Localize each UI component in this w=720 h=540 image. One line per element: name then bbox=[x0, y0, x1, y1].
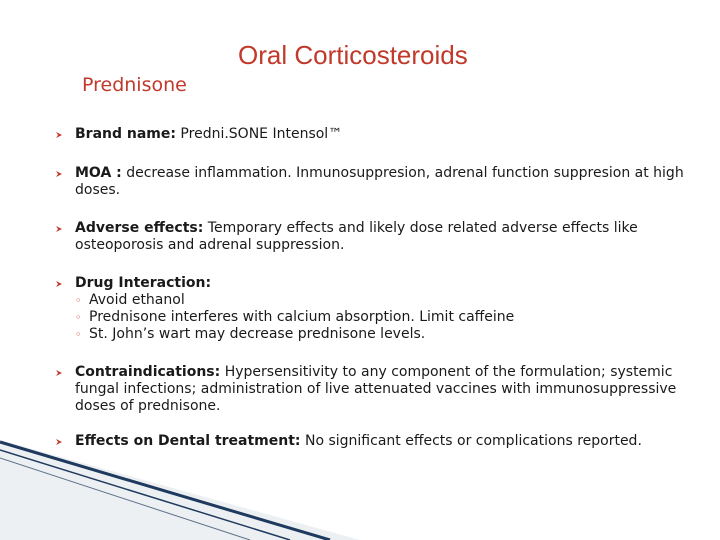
sub-item-text: Avoid ethanol bbox=[89, 292, 185, 308]
sub-list-item bbox=[75, 292, 685, 309]
item-text: Temporary effects and likely dose related adverse effects like osteoporosis and adrenal suppression. bbox=[75, 220, 638, 253]
item-label: Drug Interaction: bbox=[75, 275, 212, 291]
arrow-bullet-icon bbox=[55, 369, 63, 377]
item-text: decrease inflammation. Inmunosuppresion, adrenal function suppresion at high doses. bbox=[75, 165, 684, 198]
sub-list-item bbox=[75, 309, 685, 326]
arrow-bullet-icon bbox=[55, 131, 63, 139]
list-item-brand-name bbox=[55, 126, 685, 143]
ring-bullet-icon: ◦ bbox=[75, 311, 82, 324]
arrow-bullet-icon bbox=[55, 225, 63, 233]
ring-bullet-icon: ◦ bbox=[75, 294, 82, 307]
item-text: Predni.SONE Intensol™ bbox=[175, 126, 343, 142]
sub-item-text: Prednisone interferes with calcium absorption. Limit caffeine bbox=[89, 309, 515, 325]
bullet-list bbox=[55, 126, 685, 450]
item-label: Effects on Dental treatment: bbox=[75, 433, 301, 449]
sub-item-text: St. John’s wart may decrease prednisone levels. bbox=[89, 326, 426, 342]
item-text: No significant effects or complications reported. bbox=[300, 433, 642, 449]
slide-subtitle: Prednisone bbox=[82, 74, 187, 96]
item-label: MOA : bbox=[75, 165, 122, 181]
item-text: Hypersensitivity to any component of the formulation; systemic fungal infections; administration of live attenuated vaccines with immunosuppressive doses of prednisone. bbox=[75, 364, 677, 414]
list-item-moa bbox=[55, 165, 685, 199]
arrow-bullet-icon bbox=[55, 280, 63, 288]
arrow-bullet-icon bbox=[55, 170, 63, 178]
slide-title: Oral Corticosteroids bbox=[238, 40, 468, 70]
list-item-contraindications bbox=[55, 364, 685, 415]
sub-list-item bbox=[75, 326, 685, 343]
item-label: Brand name: bbox=[75, 126, 176, 142]
sub-list bbox=[75, 292, 685, 343]
item-label: Contraindications: bbox=[75, 364, 221, 380]
ring-bullet-icon: ◦ bbox=[75, 328, 82, 341]
list-item-adverse-effects bbox=[55, 220, 685, 254]
corner-decoration bbox=[0, 440, 720, 540]
list-item-drug-interaction bbox=[55, 275, 685, 343]
item-label: Adverse effects: bbox=[75, 220, 204, 236]
